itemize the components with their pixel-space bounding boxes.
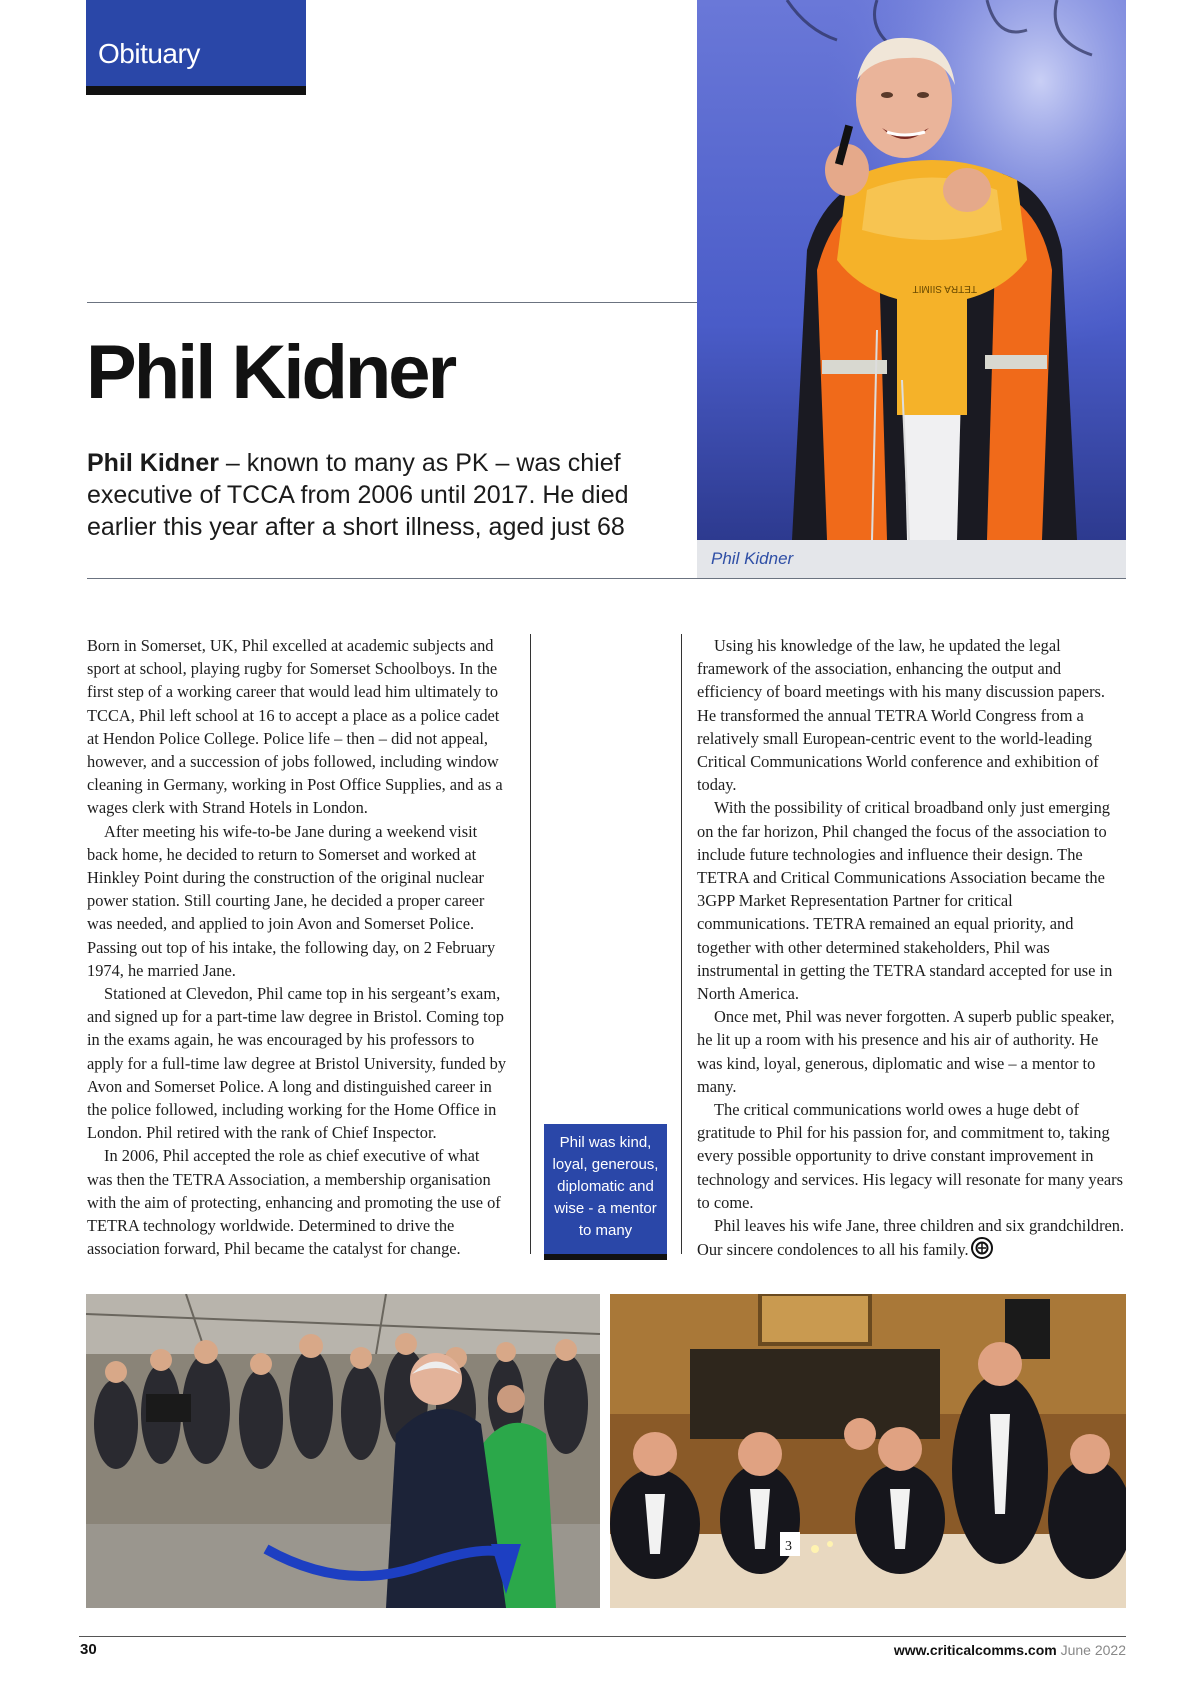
standfirst-name: Phil Kidner xyxy=(87,449,219,477)
paragraph: In 2006, Phil accepted the role as chief executive of what was then the TETRA Association, a membership organisation with the aim of protecting, enhancing and promoting the use of TETRA technology worldwide. Determined to drive the association forward, Phil became the catalyst for change. xyxy=(87,1146,501,1259)
paragraph: With the possibility of critical broadband only just emerging on the far horizon, Phil changed the focus of the association to include future technologies and influence their design. The TETRA and Critical Communications Association became the 3GPP Market Representation Partner for critical communications. TETRA remained an equal priority, and together with other determined stakeholders, Phil was instrumental in getting the TETRA standard accepted for use in North America. xyxy=(697,798,1113,1004)
pullquote-box xyxy=(544,1124,667,1260)
article-title: Phil Kidner xyxy=(86,330,455,415)
column-divider xyxy=(681,634,682,1254)
footer-rule xyxy=(79,1636,1126,1637)
photo-ribbon-cutting xyxy=(86,1294,600,1608)
photo-gala-dinner xyxy=(610,1294,1126,1608)
vest-text: TETRA SIIMIT xyxy=(912,283,977,294)
standfirst-text: – known to many as PK – was chief executive of TCCA from 2006 until 2017. He died earlier this year after a short illness, aged just 68 xyxy=(87,449,629,541)
photo-gala-dinner-illustration xyxy=(610,1294,1126,1608)
body-column-left xyxy=(87,634,509,1260)
hero-caption: Phil Kidner xyxy=(711,549,794,568)
footer-meta xyxy=(894,1642,1126,1658)
table-card-number: 3 xyxy=(785,1539,792,1554)
standfirst xyxy=(87,447,687,543)
paragraph: Once met, Phil was never forgotten. A superb public speaker, he lit up a room with his presence and his air of authority. He was kind, loyal, generous, diplomatic and wise – a mentor to many. xyxy=(697,1007,1115,1096)
title-top-rule xyxy=(87,302,697,303)
page-number: 30 xyxy=(80,1641,97,1658)
paragraph-text: Phil leaves his wife Jane, three children and six grandchildren. Our sincere condolences to all his family. xyxy=(697,1216,1125,1260)
hero-caption-bar xyxy=(697,540,1126,578)
paragraph: Stationed at Clevedon, Phil came top in his sergeant’s exam, and signed up for a part-time law degree in Bristol. Coming top in the exams again, he was encouraged by his professors to apply for a full-time law degree at Bristol University, funded by Avon and Somerset Police. A long and distinguished career in the police followed, including working for the Home Office in London. Phil retired with the rank of Chief Inspector. xyxy=(87,984,507,1143)
photo-ribbon-cutting-illustration xyxy=(86,1294,600,1608)
section-label: Obituary xyxy=(98,38,200,69)
paragraph: After meeting his wife-to-be Jane during a weekend visit back home, he decided to return to Somerset and worked at Hinkley Point during the construction of the original nuclear power station. Still courting Jane, he decided a proper career was needed, and applied to join Avon and Somerset Police. Passing out top of his intake, the following day, on 2 February 1974, he married Jane. xyxy=(87,821,496,980)
column-divider xyxy=(530,634,531,1254)
issue-date: June 2022 xyxy=(1060,1642,1126,1658)
end-mark-icon xyxy=(971,1237,993,1259)
paragraph: Born in Somerset, UK, Phil excelled at academic subjects and sport at school, playing rugby for Somerset Schoolboys. In the first step of a working career that would lead him ultimately to TCCA, Phil left school at 16 to accept a place as a police cadet at Hendon Police College. Police life – then – did not appeal, however, and a succession of jobs followed, including window cleaning in Germany, working in Post Office Supplies, and as a wages clerk with Strand Hotels in London. xyxy=(87,636,503,818)
last-paragraph xyxy=(697,1214,1127,1261)
hero-photo-illustration xyxy=(697,0,1126,540)
hero-photo xyxy=(697,0,1126,540)
section-tab xyxy=(86,0,306,95)
pullquote-text: Phil was kind, loyal, generous, diplomatic and wise - a mentor to many xyxy=(552,1134,659,1239)
paragraph: The critical communications world owes a huge debt of gratitude to Phil for his passion for, and commitment to, taking every possible opportunity to drive constant improvement in technology and services. His legacy will resonate for many years to come. xyxy=(697,1100,1124,1212)
body-column-right xyxy=(697,634,1127,1261)
standfirst-rule xyxy=(87,578,1126,579)
website-link[interactable]: www.criticalcomms.com xyxy=(893,1642,1057,1658)
paragraph: Using his knowledge of the law, he updated the legal framework of the association, enhancing the output and efficiency of board meetings with his many discussion papers. He transformed the annual TETRA World Congress from a relatively small European-centric event to the world-leading Critical Communications World conference and exhibition of today. xyxy=(697,636,1106,795)
